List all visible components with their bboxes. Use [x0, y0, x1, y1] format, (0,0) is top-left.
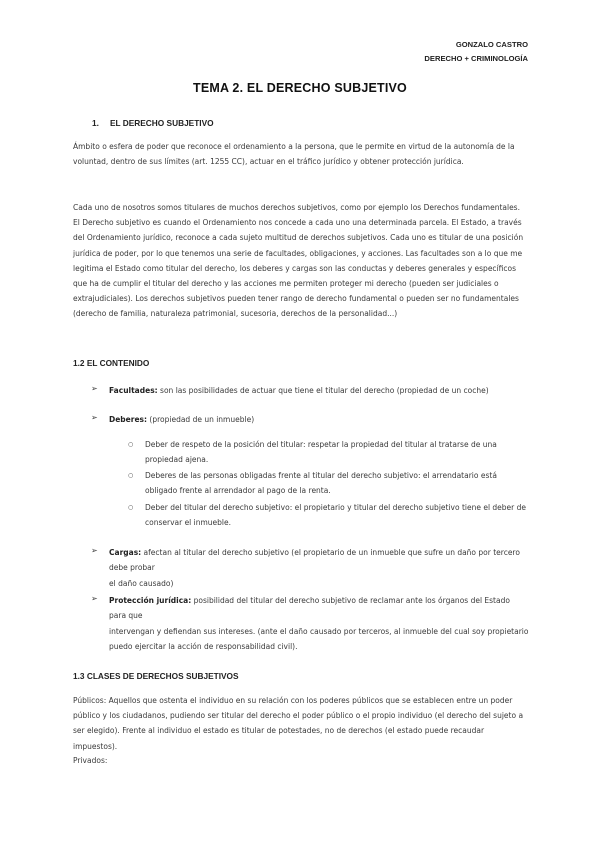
deberes-item-1: Deber de respeto de la posición del titular: respetar la propiedad del titular al tratarse de una propiedad ajena. [145, 440, 497, 465]
deberes-item-2: Deberes de las personas obligadas frente al titular del derecho subjetivo: el arrendatario está obligado frente al arrendador al pago de la renta. [145, 471, 497, 496]
deberes-text: (propiedad de un inmueble) [147, 415, 255, 424]
bullet-arrow-icon: ➢ [91, 413, 98, 422]
section-1-2-heading: 1.2 EL CONTENIDO [73, 358, 150, 368]
cargas-continuation: el daño causado) [109, 579, 174, 588]
list-item-proteccion [109, 593, 529, 623]
term-deberes: Deberes: [109, 415, 148, 424]
proteccion-continuation: intervengan y defiendan sus intereses. (ante el daño causado por terceros, al inmueble del cual soy propietario puedo ejercitar la acción de responsabilidad civil). [109, 627, 529, 652]
list-item-facultades [109, 383, 529, 398]
section-1-paragraph-2: Cada uno de nosotros somos titulares de muchos derechos subjetivos, como por ejemplo los Derechos fundamentales. El Derecho subjetivo es cuando el Ordenamiento nos concede a cada uno una determinada parcela. El Estado, a través del Ordenamiento jurídico, reconoce a cada sujeto multitud de derechos subjetivos. Cada uno es titular de una posición jurídica de poder, por lo que tenemos una serie de facultades, obligaciones, y acciones. Las facultades son a lo que me legitima el Estado como titular del derecho, los deberes y cargas son las conductas y deberes generales y específicos que ha de cumplir el titular del derecho y las acciones me permiten proteger mi derecho (pueden ser judiciales o extrajudiciales). Los derechos subjetivos pueden tener rango de derecho fundamental o pueden ser no fundamentales (derecho de familia, naturaleza patrimonial, sucesoria, derechos de la personalidad...) [73, 203, 524, 319]
privados-paragraph: Privados: [73, 756, 108, 765]
sub-bullet-circle-icon: ○ [128, 441, 134, 448]
term-cargas: Cargas: [109, 548, 142, 557]
list-item-cargas [109, 545, 529, 575]
term-proteccion-juridica: Protección jurídica: [109, 596, 192, 605]
section-1-paragraph-1: Ámbito o esfera de poder que reconoce el ordenamiento a la persona, que le permite en virtud de la autonomía de la voluntad, dentro de sus límites (art. 1255 CC), actuar en el tráfico jurídico y obtener protección jurídica. [73, 142, 515, 167]
section-1-3-heading: 1.3 CLASES DE DERECHOS SUBJETIVOS [73, 671, 239, 681]
bullet-arrow-icon: ➢ [91, 546, 98, 555]
page-title: TEMA 2. EL DERECHO SUBJETIVO [193, 81, 407, 95]
list-item-deberes [109, 412, 529, 427]
publicos-paragraph: Públicos: Aquellos que ostenta el individuo en su relación con los poderes públicos que se establecen entre un poder público y los ciudadanos, pudiendo ser titular del derecho el poder público o el propio individuo (el derecho del sujeto a ser elegido). Frente al individuo el estado es titular de potestades, no de derechos (el estado puede recaudar impuestos). [73, 696, 524, 751]
proteccion-text: posibilidad del titular del derecho subjetivo de reclamar ante los órganos del Estado para que [109, 596, 510, 621]
deberes-item-3: Deber del titular del derecho subjetivo: el propietario y titular del derecho subjetivo tiene el deber de conservar el inmueble. [145, 503, 527, 528]
sub-bullet-circle-icon: ○ [128, 504, 134, 511]
cargas-text: afectan al titular del derecho subjetivo (el propietario de un inmueble que sufre un daño por tercero debe probar [109, 548, 520, 573]
bullet-arrow-icon: ➢ [91, 384, 98, 393]
bullet-arrow-icon: ➢ [91, 594, 98, 603]
header-author: GONZALO CASTRO [455, 40, 528, 49]
section-1-number: 1. [92, 118, 99, 128]
facultades-text: son las posibilidades de actuar que tiene el titular del derecho (propiedad de un coche) [157, 386, 489, 395]
sub-bullet-circle-icon: ○ [128, 472, 134, 479]
header-subject: DERECHO + CRIMINOLOGÍA [424, 54, 528, 63]
section-1-heading: EL DERECHO SUBJETIVO [110, 118, 214, 128]
term-facultades: Facultades: [109, 386, 158, 395]
